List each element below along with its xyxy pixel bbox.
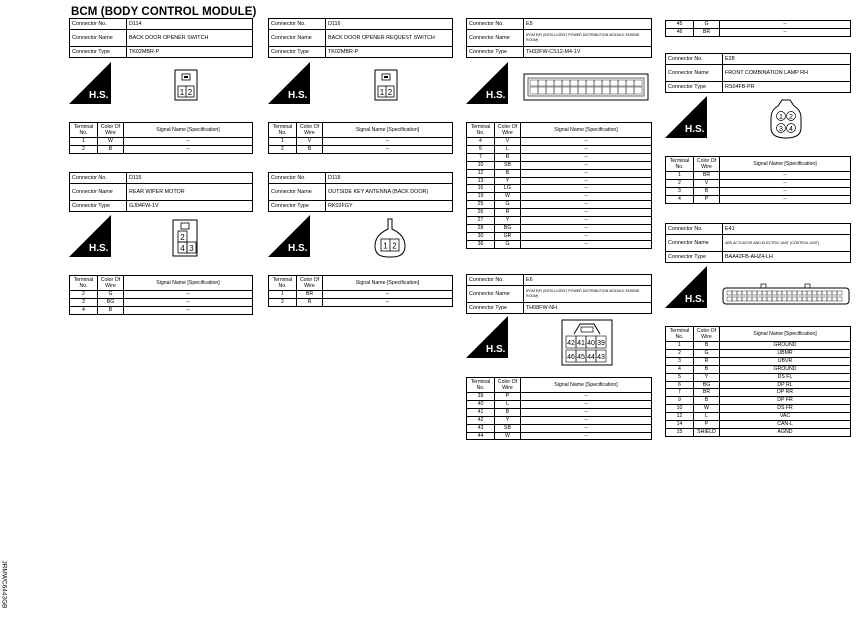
label-connector-name: Connector Name [467,30,524,47]
pin-label: 2 [392,241,397,251]
table-row: 10 W DS FR [666,405,851,413]
connector-name: IPDM E/R (INTELLIGENT POWER DISTRIBUTION MODULE ENGINE ROOM) [524,286,652,303]
label-connector-name: Connector Name [269,30,326,47]
pin-label: 2 [789,114,793,121]
connector-name: IPDM E/R (INTELLIGENT POWER DISTRIBUTION MODULE ENGINE ROOM) [524,30,652,47]
table-row: 5 Y DS FL [666,373,851,381]
connector-name: OUTSIDE KEY ANTENNA (BACK DOOR) [326,184,453,201]
table-row: 40 L – [467,400,652,408]
table-row: 42 Y – [467,416,652,424]
header-signal-name: Signal Name [Specification] [720,327,851,342]
table-row: 2 V – [666,179,851,187]
connector-name: FRONT COMBINATION LAMP RH [723,65,851,82]
connector-no: D114 [127,19,253,30]
label-connector-type: Connector Type [467,47,524,58]
pin-label: 3 [779,126,783,133]
connector-type: BAA42FB-AHZ4-LH [723,252,851,263]
label-connector-name: Connector Name [666,235,723,252]
header-color-of-wire: Color Of Wire [98,276,124,291]
table-row: 30 GR – [467,232,652,240]
pin-label: 4 [789,126,793,133]
terminal-table-e28 [665,156,851,204]
label-connector-type: Connector Type [269,201,326,212]
table-row: 3 BG – [70,298,253,306]
table-row: 4 P – [666,195,851,203]
connector-name: REAR WIPER MOTOR [127,184,253,201]
hs-label: H.S. [89,243,109,254]
connector-type: RK02FGY [326,201,453,212]
connector-e28-diagram [665,96,855,142]
label-connector-no: Connector No. [666,224,723,235]
hs-label: H.S. [685,124,705,135]
label-connector-name: Connector Name [70,184,127,201]
hs-label: H.S. [486,344,506,355]
table-row: 1 W – [70,138,253,146]
connector-name: BACK DOOR OPENER SWITCH [127,30,253,47]
table-row: 7 R – [467,153,652,161]
connector-d115 [69,172,253,212]
connector-e5-diagram [466,62,656,107]
table-row: 41 B – [467,408,652,416]
pin-label: 2 [187,88,193,97]
header-signal-name: Signal Name [Specification] [521,378,652,393]
label-connector-no: Connector No. [70,173,127,184]
label-connector-no: Connector No. [269,19,326,30]
header-terminal-no: Terminal No. [70,123,98,138]
pin-label: 2 [387,88,393,97]
header-color-of-wire: Color Of Wire [297,123,323,138]
connector-type: GJ04FW-1V [127,201,253,212]
label-connector-type: Connector Type [666,252,723,263]
table-row: 45 G – [666,21,851,29]
table-row: 2 G UBMR [666,349,851,357]
header-color-of-wire: Color Of Wire [694,327,720,342]
connector-e6-diagram [466,316,656,366]
connector-d115-diagram [69,215,259,260]
table-row: 6 BG DP RL [666,381,851,389]
pin-label: 1 [779,114,783,121]
header-color-of-wire: Color Of Wire [495,123,521,138]
header-terminal-no: Terminal No. [666,157,694,172]
header-terminal-no: Terminal No. [467,123,495,138]
connector-e6 [466,274,652,314]
terminal-table-e5 [466,122,652,249]
hs-label: H.S. [685,294,705,305]
terminal-table-d116 [268,122,453,154]
header-terminal-no: Terminal No. [269,123,297,138]
label-connector-type: Connector Type [666,82,723,93]
table-row: 39 P – [467,393,652,401]
label-connector-type: Connector Type [467,303,524,314]
header-signal-name: Signal Name [Specification] [323,123,453,138]
connector-no: E5 [524,19,652,30]
terminal-table-d118 [268,275,453,307]
label-connector-no: Connector No. [269,173,326,184]
table-row: 5 L – [467,145,652,153]
connector-e5 [466,18,652,58]
table-row: 1 BR – [269,291,453,299]
pin-label: 39 [597,340,605,347]
connector-type: RS04FB-PR [723,82,851,93]
pin-label: 40 [587,340,595,347]
connector-e28 [665,53,851,93]
table-row: 14 P CAN-L [666,421,851,429]
connector-no: D116 [326,19,453,30]
pin-label: 42 [567,340,575,347]
table-row: 1 B GROUND [666,342,851,350]
connector-no: D115 [127,173,253,184]
table-row: 25 G – [467,201,652,209]
connector-no: E28 [723,54,851,65]
table-row: 28 BG – [467,224,652,232]
table-row: 36 G – [467,240,652,248]
connector-d116 [268,18,453,58]
connector-no: D118 [326,173,453,184]
terminal-table-d114 [69,122,253,154]
header-terminal-no: Terminal No. [666,327,694,342]
header-signal-name: Signal Name [Specification] [521,123,652,138]
label-connector-no: Connector No. [467,275,524,286]
table-row: 1 BR – [666,172,851,180]
header-color-of-wire: Color Of Wire [694,157,720,172]
label-connector-no: Connector No. [70,19,127,30]
connector-d116-diagram [268,62,458,107]
label-connector-name: Connector Name [269,184,326,201]
connector-type: TH32FW-CS12-M4-1V [524,47,652,58]
terminal-table-e5-continued [665,20,851,37]
pin-label: 1 [179,88,185,97]
table-row: 12 L VAC [666,413,851,421]
table-row: 12 B – [467,169,652,177]
table-row: 15 SHIELD AGND [666,428,851,436]
label-connector-type: Connector Type [70,47,127,58]
label-connector-name: Connector Name [467,286,524,303]
pin-label: 45 [577,354,585,361]
header-signal-name: Signal Name [Specification] [124,276,253,291]
header-signal-name: Signal Name [Specification] [124,123,253,138]
header-signal-name: Signal Name [Specification] [323,276,453,291]
table-row: 4 B GROUND [666,365,851,373]
connector-type: TK02MBR-P [127,47,253,58]
pin-label: 1 [379,88,385,97]
label-connector-type: Connector Type [269,47,326,58]
label-connector-name: Connector Name [70,30,127,47]
header-color-of-wire: Color Of Wire [297,276,323,291]
table-row: 13 Y – [467,177,652,185]
table-row: 1 V – [269,138,453,146]
terminal-table-e6 [466,377,652,440]
header-terminal-no: Terminal No. [269,276,297,291]
connector-name: BACK DOOR OPENER REQUEST SWITCH [326,30,453,47]
document-code [0,556,14,616]
table-row: 2 B – [70,145,253,153]
header-color-of-wire: Color Of Wire [495,378,521,393]
table-row: 3 R UBVR [666,357,851,365]
table-row: 4 V – [467,138,652,146]
table-row: 2 R – [269,298,453,306]
pin-label: 44 [587,354,595,361]
terminal-table-e41 [665,326,851,437]
pin-label: 4 [180,244,185,253]
table-row: 26 R – [467,209,652,217]
connector-d118-diagram [268,215,458,260]
table-row: 3 B – [666,187,851,195]
connector-info-table [69,18,253,58]
pin-label: 2 [180,233,185,242]
label-connector-no: Connector No. [666,54,723,65]
connector-e41 [665,223,851,263]
connector-d118 [268,172,453,212]
pin-label: 46 [567,354,575,361]
connector-d114-diagram [69,62,259,107]
header-signal-name: Signal Name [Specification] [720,157,851,172]
label-connector-name: Connector Name [666,65,723,82]
table-row: 16 LG – [467,185,652,193]
table-row: 9 B DP FR [666,397,851,405]
connector-no: E6 [524,275,652,286]
label-connector-type: Connector Type [70,201,127,212]
connector-face-icon [723,288,849,304]
table-row: 4 B – [70,306,253,314]
page-title: BCM (BODY CONTROL MODULE) [71,6,257,18]
hs-label: H.S. [89,90,109,101]
table-row: 2 G – [70,291,253,299]
table-row: 46 BR – [666,28,851,36]
table-row: 27 Y – [467,217,652,225]
pin-label: 43 [597,354,605,361]
pin-label: 3 [189,244,194,253]
document-code-text: JRMWC6443GB [0,560,8,609]
terminal-table-d115 [69,275,253,315]
table-row: 2 B – [269,145,453,153]
connector-no: E41 [723,224,851,235]
table-row: 44 W – [467,432,652,440]
header-color-of-wire: Color Of Wire [98,123,124,138]
pin-label: 41 [577,340,585,347]
connector-d114 [69,18,253,58]
header-terminal-no: Terminal No. [70,276,98,291]
pin-label: 1 [383,241,388,251]
header-terminal-no: Terminal No. [467,378,495,393]
hs-label: H.S. [288,90,308,101]
connector-type: TH08FW-NH [524,303,652,314]
table-row: 43 SB – [467,424,652,432]
connector-type: TK02MBR-P [326,47,453,58]
table-row: 7 BR DP RR [666,389,851,397]
connector-face-icon [771,100,801,138]
label-connector-no: Connector No. [467,19,524,30]
table-row: 19 W – [467,193,652,201]
connector-e41-diagram [665,266,855,312]
table-row: 10 SB – [467,161,652,169]
connector-name: ABS ACTUATOR AND ELECTRIC UNIT (CONTROL UNIT) [723,235,851,252]
hs-label: H.S. [288,243,308,254]
hs-label: H.S. [486,90,506,101]
